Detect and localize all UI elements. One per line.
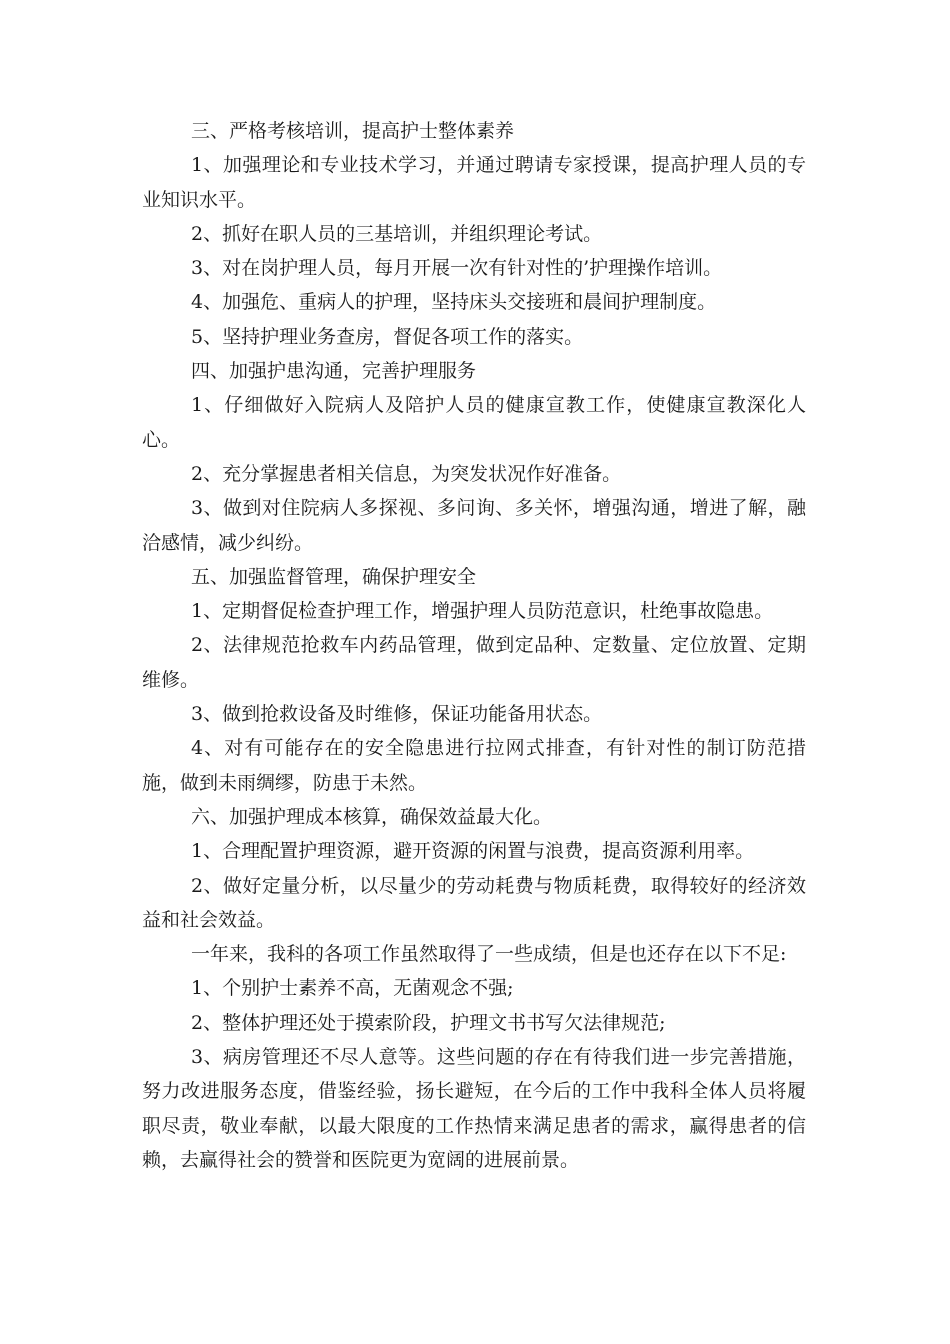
- paragraph: 3、做到抢救设备及时维修，保证功能备用状态。: [191, 703, 603, 726]
- section-heading-5: 五、加强监督管理，确保护理安全: [191, 565, 477, 588]
- paragraph: 1、定期督促检查护理工作，增强护理人员防范意识，杜绝事故隐患。: [191, 600, 774, 623]
- section-heading-4: 四、加强护患沟通，完善护理服务: [191, 360, 477, 383]
- document-page: [142, 114, 806, 1177]
- paragraph: 1、合理配置护理资源，避开资源的闲置与浪费，提高资源利用率。: [191, 840, 755, 863]
- section-heading-6: 六、加强护理成本核算，确保效益最大化。: [191, 805, 553, 828]
- paragraph: 1、仔细做好入院病人及陪护人员的健康宣教工作，使健康宣教深化人心。: [142, 394, 806, 451]
- paragraph: 2、充分掌握患者相关信息，为突发状况作好准备。: [191, 462, 622, 485]
- paragraph: 5、坚持护理业务查房，督促各项工作的落实。: [191, 325, 584, 348]
- paragraph: 3、病房管理还不尽人意等。这些问题的存在有待我们进一步完善措施，努力改进服务态度，借鉴经验，扬长避短，在今后的工作中我科全体人员将履职尽责，敬业奉献，以最大限度的工作热情来满足患者的需求，赢得患者的信赖，去赢得社会的赞誉和医院更为宽阔的进展前景。: [142, 1046, 806, 1171]
- paragraph: 1、加强理论和专业技术学习，并通过聘请专家授课，提高护理人员的专业知识水平。: [142, 154, 806, 211]
- paragraph: 4、加强危、重病人的护理，坚持床头交接班和晨间护理制度。: [191, 291, 717, 314]
- paragraph: 3、对在岗护理人员，每月开展一次有针对性的’护理操作培训。: [191, 257, 723, 280]
- section-heading-3: 三、严格考核培训，提高护士整体素养: [191, 120, 515, 142]
- paragraph: 2、抓好在职人员的三基培训，并组织理论考试。: [191, 222, 603, 245]
- paragraph: 1、个别护士素养不高，无菌观念不强;: [191, 977, 514, 1000]
- paragraph: 2、法律规范抢救车内药品管理，做到定品种、定数量、定位放置、定期维修。: [142, 634, 806, 691]
- paragraph: 3、做到对住院病人多探视、多问询、多关怀，增强沟通，增进了解，融洽感情，减少纠纷。: [142, 497, 806, 554]
- summary-paragraph: 一年来，我科的各项工作虽然取得了一些成绩，但是也还存在以下不足:: [191, 943, 787, 966]
- paragraph: 2、整体护理还处于摸索阶段，护理文书书写欠法律规范;: [191, 1011, 666, 1034]
- paragraph: 4、对有可能存在的安全隐患进行拉网式排查，有针对性的制订防范措施，做到未雨绸缪，防患于未然。: [142, 737, 806, 794]
- paragraph: 2、做好定量分析，以尽量少的劳动耗费与物质耗费，取得较好的经济效益和社会效益。: [142, 874, 806, 931]
